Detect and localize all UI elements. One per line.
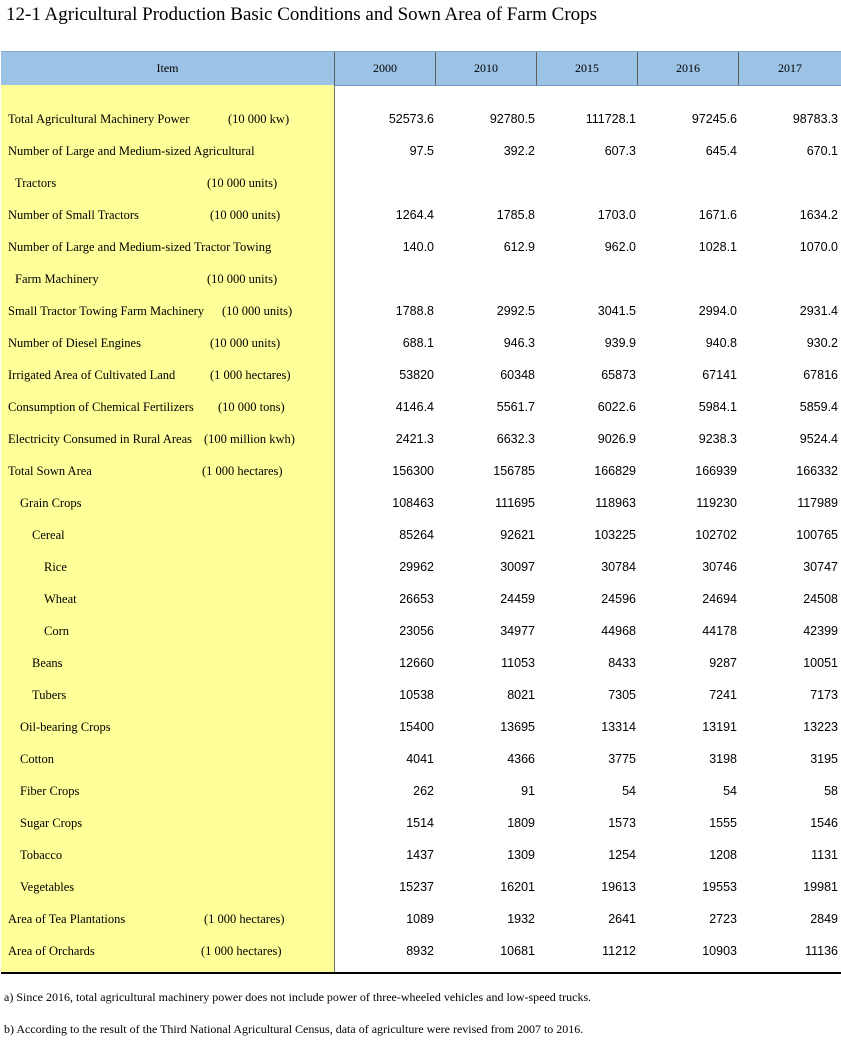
row-label: Electricity Consumed in Rural Areas bbox=[8, 432, 192, 446]
cell-2015: 607.3 bbox=[604, 144, 636, 158]
cell-2010: 92621 bbox=[500, 528, 535, 542]
cell-2010: 1309 bbox=[507, 848, 535, 862]
cell-2000: 262 bbox=[413, 784, 434, 798]
footnote-b: b) According to the result of the Third National Agricultural Census, data of agriculture were revised from 2007 to 2016. bbox=[4, 1022, 584, 1036]
cell-2015: 7305 bbox=[608, 688, 636, 702]
cell-2017: 19981 bbox=[803, 880, 838, 894]
row-label: Tractors bbox=[15, 176, 57, 190]
cell-2016: 44178 bbox=[702, 624, 737, 638]
cell-2016: 5984.1 bbox=[698, 400, 737, 414]
cell-2016: 166939 bbox=[695, 464, 737, 478]
cell-2000: 156300 bbox=[392, 464, 434, 478]
cell-2016: 102702 bbox=[695, 528, 737, 542]
cell-2010: 156785 bbox=[493, 464, 535, 478]
cell-2015: 939.9 bbox=[604, 336, 636, 350]
cell-2016: 119230 bbox=[696, 496, 737, 510]
row-label: Grain Crops bbox=[20, 496, 82, 510]
table-row bbox=[0, 745, 841, 777]
row-label: Total Agricultural Machinery Power bbox=[8, 112, 190, 126]
cell-2000: 12660 bbox=[399, 656, 434, 670]
table-row bbox=[0, 841, 841, 873]
row-unit: (10 000 units) bbox=[222, 304, 293, 318]
cell-2017: 670.1 bbox=[806, 144, 838, 158]
cell-2015: 1703.0 bbox=[597, 208, 636, 222]
table-row bbox=[0, 649, 841, 681]
row-label: Number of Large and Medium-sized Tractor Towing bbox=[8, 240, 272, 254]
row-unit: (10 000 units) bbox=[207, 272, 278, 286]
cell-2010: 5561.7 bbox=[496, 400, 535, 414]
cell-2015: 44968 bbox=[601, 624, 636, 638]
cell-2015: 166829 bbox=[594, 464, 636, 478]
cell-2015: 1254 bbox=[608, 848, 636, 862]
cell-2010: 6632.3 bbox=[496, 432, 535, 446]
row-unit: (1 000 hectares) bbox=[210, 368, 291, 382]
cell-2017: 9524.4 bbox=[799, 432, 838, 446]
cell-2010: 2992.5 bbox=[496, 304, 535, 318]
cell-2017: 166332 bbox=[796, 464, 838, 478]
cell-2000: 26653 bbox=[399, 592, 434, 606]
cell-2000: 10538 bbox=[399, 688, 434, 702]
cell-2000: 23056 bbox=[399, 624, 434, 638]
cell-2016: 1208 bbox=[709, 848, 737, 862]
header-year-2000: 2000 bbox=[335, 52, 436, 85]
cell-2000: 4146.4 bbox=[395, 400, 434, 414]
row-label: Cereal bbox=[32, 528, 65, 542]
table-row bbox=[0, 105, 841, 137]
header-year-2010: 2010 bbox=[436, 52, 537, 85]
row-unit: (1 000 hectares) bbox=[201, 944, 282, 958]
cell-2000: 15237 bbox=[399, 880, 434, 894]
row-label: Oil-bearing Crops bbox=[20, 720, 111, 734]
cell-2000: 52573.6 bbox=[388, 112, 434, 126]
cell-2017: 42399 bbox=[803, 624, 838, 638]
cell-2000: 97.5 bbox=[409, 144, 434, 158]
row-label: Cotton bbox=[20, 752, 55, 766]
cell-2000: 4041 bbox=[406, 752, 434, 766]
row-label: Beans bbox=[32, 656, 63, 670]
row-unit: (10 000 tons) bbox=[218, 400, 285, 414]
cell-2016: 9287 bbox=[709, 656, 737, 670]
cell-2010: 24459 bbox=[500, 592, 535, 606]
cell-2010: 612.9 bbox=[503, 240, 535, 254]
cell-2016: 2994.0 bbox=[698, 304, 737, 318]
table-row bbox=[0, 329, 841, 361]
row-unit: (100 million kwh) bbox=[204, 432, 295, 446]
cell-2010: 10681 bbox=[500, 944, 535, 958]
cell-2016: 1028.1 bbox=[698, 240, 737, 254]
cell-2015: 2641 bbox=[608, 912, 636, 926]
cell-2015: 24596 bbox=[601, 592, 636, 606]
cell-2010: 91 bbox=[521, 784, 535, 798]
table-row bbox=[0, 457, 841, 489]
table-row bbox=[0, 425, 841, 457]
table-row bbox=[0, 201, 841, 233]
cell-2010: 392.2 bbox=[503, 144, 535, 158]
cell-2010: 60348 bbox=[500, 368, 535, 382]
table-row bbox=[0, 937, 841, 969]
table-row bbox=[0, 809, 841, 841]
cell-2010: 111695 bbox=[495, 496, 535, 510]
table-row bbox=[0, 265, 841, 297]
row-label: Consumption of Chemical Fertilizers bbox=[8, 400, 194, 414]
cell-2010: 1785.8 bbox=[496, 208, 535, 222]
cell-2015: 19613 bbox=[601, 880, 636, 894]
cell-2016: 24694 bbox=[702, 592, 737, 606]
table-row bbox=[0, 233, 841, 265]
cell-2000: 1089 bbox=[406, 912, 434, 926]
header-year-2015: 2015 bbox=[537, 52, 638, 85]
row-unit: (10 000 kw) bbox=[228, 112, 290, 126]
row-label: Vegetables bbox=[20, 880, 75, 894]
cell-2015: 54 bbox=[622, 784, 636, 798]
page-title: 12-1 Agricultural Production Basic Conditions and Sown Area of Farm Crops bbox=[6, 4, 598, 25]
table-header bbox=[1, 51, 841, 86]
cell-2010: 30097 bbox=[500, 560, 535, 574]
cell-2016: 645.4 bbox=[705, 144, 737, 158]
table-row bbox=[0, 553, 841, 585]
cell-2000: 1788.8 bbox=[395, 304, 434, 318]
cell-2016: 9238.3 bbox=[698, 432, 737, 446]
cell-2010: 11053 bbox=[501, 656, 535, 670]
cell-2010: 1932 bbox=[507, 912, 535, 926]
cell-2017: 30747 bbox=[803, 560, 838, 574]
cell-2017: 3195 bbox=[810, 752, 838, 766]
row-label: Number of Large and Medium-sized Agricultural bbox=[8, 144, 255, 158]
cell-2015: 3775 bbox=[608, 752, 636, 766]
cell-2000: 140.0 bbox=[402, 240, 434, 254]
row-label: Total Sown Area bbox=[8, 464, 92, 478]
cell-2015: 8433 bbox=[608, 656, 636, 670]
cell-2015: 13314 bbox=[601, 720, 636, 734]
row-label: Fiber Crops bbox=[20, 784, 80, 798]
cell-2017: 1070.0 bbox=[799, 240, 838, 254]
table-row bbox=[0, 521, 841, 553]
cell-2015: 65873 bbox=[601, 368, 636, 382]
cell-2017: 13223 bbox=[803, 720, 838, 734]
cell-2017: 1546 bbox=[810, 816, 838, 830]
cell-2016: 67141 bbox=[702, 368, 737, 382]
cell-2017: 5859.4 bbox=[799, 400, 838, 414]
cell-2016: 3198 bbox=[709, 752, 737, 766]
cell-2000: 85264 bbox=[399, 528, 434, 542]
cell-2000: 1514 bbox=[406, 816, 434, 830]
cell-2000: 8932 bbox=[406, 944, 434, 958]
cell-2015: 9026.9 bbox=[597, 432, 636, 446]
cell-2010: 13695 bbox=[500, 720, 535, 734]
cell-2017: 98783.3 bbox=[792, 112, 838, 126]
cell-2010: 946.3 bbox=[503, 336, 535, 350]
table-row bbox=[0, 617, 841, 649]
cell-2015: 6022.6 bbox=[597, 400, 636, 414]
cell-2015: 11212 bbox=[602, 944, 636, 958]
cell-2015: 111728.1 bbox=[585, 112, 636, 126]
row-label: Irrigated Area of Cultivated Land bbox=[8, 368, 176, 382]
table-body bbox=[0, 105, 841, 969]
cell-2010: 4366 bbox=[507, 752, 535, 766]
cell-2000: 108463 bbox=[392, 496, 434, 510]
row-label: Wheat bbox=[44, 592, 77, 606]
cell-2010: 34977 bbox=[500, 624, 535, 638]
cell-2015: 3041.5 bbox=[597, 304, 636, 318]
row-label: Area of Orchards bbox=[8, 944, 95, 958]
row-unit: (10 000 units) bbox=[210, 208, 281, 222]
header-year-2016: 2016 bbox=[638, 52, 739, 85]
table-row bbox=[0, 777, 841, 809]
cell-2017: 58 bbox=[824, 784, 838, 798]
cell-2017: 930.2 bbox=[806, 336, 838, 350]
header-item: Item bbox=[1, 52, 335, 85]
cell-2016: 1671.6 bbox=[698, 208, 737, 222]
row-label: Corn bbox=[44, 624, 69, 638]
cell-2010: 1809 bbox=[507, 816, 535, 830]
cell-2015: 118963 bbox=[595, 496, 636, 510]
row-unit: (1 000 hectares) bbox=[202, 464, 283, 478]
cell-2010: 8021 bbox=[507, 688, 535, 702]
table-row bbox=[0, 585, 841, 617]
table-row bbox=[0, 905, 841, 937]
row-label: Number of Diesel Engines bbox=[8, 336, 141, 350]
cell-2017: 11136 bbox=[805, 944, 838, 958]
cell-2000: 29962 bbox=[399, 560, 434, 574]
cell-2015: 30784 bbox=[601, 560, 636, 574]
row-label: Tubers bbox=[32, 688, 67, 702]
row-label: Sugar Crops bbox=[20, 816, 83, 830]
row-unit: (1 000 hectares) bbox=[204, 912, 285, 926]
row-label: Area of Tea Plantations bbox=[8, 912, 126, 926]
header-year-2017: 2017 bbox=[778, 61, 802, 75]
cell-2017: 2849 bbox=[810, 912, 838, 926]
cell-2000: 2421.3 bbox=[395, 432, 434, 446]
cell-2016: 97245.6 bbox=[691, 112, 737, 126]
row-label: Rice bbox=[44, 560, 67, 574]
cell-2017: 67816 bbox=[803, 368, 838, 382]
cell-2017: 10051 bbox=[803, 656, 838, 670]
row-label: Tobacco bbox=[20, 848, 63, 862]
table-row bbox=[0, 713, 841, 745]
cell-2016: 940.8 bbox=[705, 336, 737, 350]
cell-2015: 962.0 bbox=[604, 240, 636, 254]
cell-2000: 53820 bbox=[399, 368, 434, 382]
cell-2015: 103225 bbox=[594, 528, 636, 542]
cell-2000: 1264.4 bbox=[395, 208, 434, 222]
cell-2016: 2723 bbox=[709, 912, 737, 926]
footnote-a: a) Since 2016, total agricultural machinery power does not include power of three-wheeled vehicles and low-speed trucks. bbox=[4, 990, 592, 1004]
cell-2016: 54 bbox=[723, 784, 737, 798]
table-row bbox=[0, 361, 841, 393]
cell-2016: 13191 bbox=[702, 720, 737, 734]
table-row bbox=[0, 873, 841, 905]
cell-2017: 2931.4 bbox=[799, 304, 838, 318]
cell-2017: 1634.2 bbox=[799, 208, 838, 222]
cell-2000: 688.1 bbox=[402, 336, 434, 350]
cell-2016: 10903 bbox=[702, 944, 737, 958]
table-row bbox=[0, 169, 841, 201]
cell-2000: 1437 bbox=[406, 848, 434, 862]
table-bottom-rule bbox=[1, 972, 841, 974]
cell-2016: 1555 bbox=[709, 816, 737, 830]
table-row bbox=[0, 489, 841, 521]
row-label: Small Tractor Towing Farm Machinery bbox=[8, 304, 205, 318]
cell-2000: 15400 bbox=[399, 720, 434, 734]
row-unit: (10 000 units) bbox=[210, 336, 281, 350]
row-label: Number of Small Tractors bbox=[8, 208, 139, 222]
cell-2010: 16201 bbox=[500, 880, 535, 894]
table-row bbox=[0, 297, 841, 329]
cell-2015: 1573 bbox=[608, 816, 636, 830]
table-row bbox=[0, 393, 841, 425]
cell-2016: 7241 bbox=[709, 688, 737, 702]
cell-2016: 30746 bbox=[702, 560, 737, 574]
cell-2016: 19553 bbox=[702, 880, 737, 894]
row-label: Farm Machinery bbox=[15, 272, 99, 286]
cell-2017: 100765 bbox=[796, 528, 838, 542]
cell-2017: 117989 bbox=[797, 496, 838, 510]
cell-2017: 7173 bbox=[810, 688, 838, 702]
table-row bbox=[0, 681, 841, 713]
cell-2017: 24508 bbox=[803, 592, 838, 606]
table-row bbox=[0, 137, 841, 169]
cell-2010: 92780.5 bbox=[489, 112, 535, 126]
row-unit: (10 000 units) bbox=[207, 176, 278, 190]
cell-2017: 1131 bbox=[811, 848, 838, 862]
